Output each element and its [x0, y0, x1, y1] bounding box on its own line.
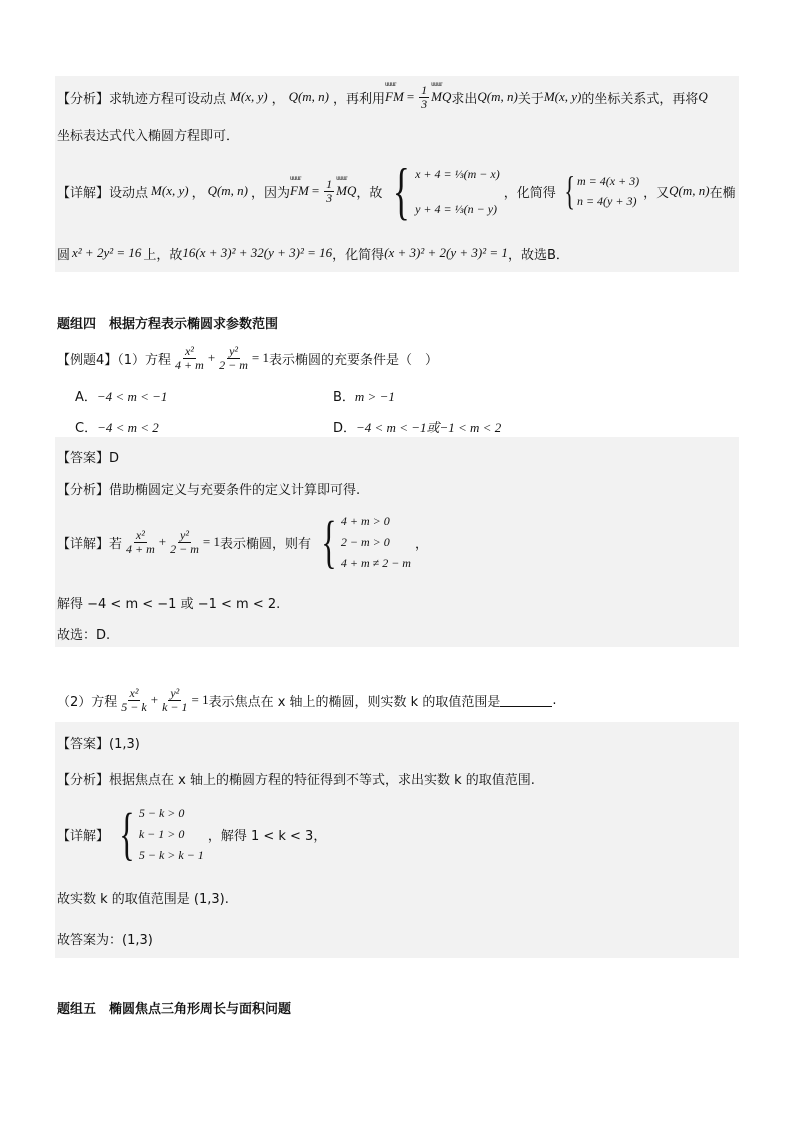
answer-line: 【答案】(1,3)	[57, 737, 140, 752]
text: 【详解】若	[57, 536, 123, 552]
point-m: M(x, y)	[230, 89, 268, 104]
text: 关于	[517, 91, 544, 107]
system-row: 2 − m > 0	[340, 534, 390, 549]
vector-mq: uuur MQ	[431, 89, 451, 105]
fraction: $\frac{\text{y²}}{2 - m}$	[219, 343, 248, 372]
option-b[interactable]: B．m > −1	[333, 389, 395, 405]
option-d[interactable]: D．−4 < m < −1或−1 < m < 2	[333, 420, 502, 436]
fraction: $\frac{\text{x²}}{4 + m}$	[175, 343, 204, 372]
text: ，化简得	[332, 247, 385, 263]
text: 求出	[451, 91, 478, 107]
text: .	[552, 692, 557, 708]
option-a[interactable]: A．−4 < m < −1	[75, 389, 168, 405]
system-row: 5 − k > k − 1	[138, 847, 204, 862]
answer-blank[interactable]	[500, 694, 552, 707]
fraction: $\frac{\text{y²}}{2 - m}$	[170, 527, 199, 556]
text: 表示焦点在 x 轴上的椭圆，则实数 k 的取值范围是	[208, 694, 501, 710]
text: 坐标表达式代入椭圆方程即可．	[57, 128, 240, 144]
text: 【详解】	[57, 828, 110, 844]
analysis-line: 【分析】借助椭圆定义与充要条件的定义计算即可得.	[57, 483, 361, 498]
system-row: m = 4(x + 3)	[576, 174, 640, 188]
vector-mq: uuur MQ	[336, 183, 356, 199]
section-heading-group5: 题组五 椭圆焦点三角形周长与面积问题	[57, 1002, 292, 1017]
system-row: 4 + m ≠ 2 − m	[340, 555, 411, 570]
system-row: k − 1 > 0	[138, 826, 185, 841]
detail-tag: 【详解】	[57, 185, 110, 201]
analysis-line-1: 【分析】 求轨迹方程可设动点 M(x, y) ， Q(m, n) ，再利用 uuur FM = $\frac{1}{3}$ uuur MQ 求出 Q(m, n) 关于 M(x, y) 的坐标关系式，再将 Q	[57, 84, 708, 110]
text: 求轨迹方程可设动点	[109, 91, 227, 107]
equals-one: = 1	[251, 350, 270, 365]
text: 表示椭圆，则有	[219, 536, 311, 552]
text: ，故选B．	[507, 247, 569, 263]
system-row: y + 4 = ⅓(n − y)	[415, 201, 498, 216]
system-row: n = 4(y + 3)	[576, 194, 637, 208]
text: ，解得 1 < k < 3，	[207, 828, 327, 844]
vector-fm: uuur FM	[385, 89, 404, 105]
section-heading-group4: 题组四 根据方程表示椭圆求参数范围	[57, 317, 279, 332]
option-c[interactable]: C．−4 < m < 2	[75, 420, 159, 436]
text: 【例题4】（1）方程	[57, 352, 172, 368]
vector-fm: uuur FM	[290, 183, 309, 199]
point-m: M(x, y)	[543, 89, 582, 104]
point-q: Q(m, n)	[477, 89, 518, 104]
ellipse-equation: x² + 2y² = 16	[72, 245, 142, 260]
text: ，又	[643, 185, 670, 201]
text: ，因为	[251, 185, 291, 201]
text: 圆	[57, 247, 71, 263]
detail-line-2	[57, 242, 569, 264]
fraction: $\frac{1}{3}$	[326, 176, 333, 205]
final-answer-line: 故答案为：(1,3)	[57, 933, 153, 948]
analysis-line-2	[57, 124, 239, 144]
text: ，	[414, 536, 428, 552]
system-row: 4 + m > 0	[340, 514, 390, 529]
text: ，故	[356, 185, 383, 201]
point-q: Q(m, n)	[207, 183, 249, 198]
choose-line: 故选：D.	[57, 628, 111, 643]
question-2: （2）方程 $\frac{\text{x²}}{5 - k}$ + $\frac{\text{y²}}{k - 1}$ = 1 表示焦点在 x 轴上的椭圆，则实数 k 的取值范围是 .	[57, 685, 557, 714]
text: （2）方程	[57, 694, 118, 710]
fraction: $\frac{1}{3}$	[421, 82, 428, 111]
equation-system-2: { m = 4(x + 3) n = 4(y + 3)	[564, 168, 640, 213]
text: 上，故	[143, 247, 183, 263]
answer-line: 【答案】D	[57, 451, 120, 466]
text: 在椭	[709, 185, 736, 201]
text: 的坐标关系式，再将	[581, 91, 699, 107]
point-q: Q(m, n)	[669, 183, 710, 198]
text: 表示椭圆的充要条件是（ ）	[269, 352, 439, 368]
fraction: $\frac{\text{y²}}{k - 1}$	[162, 685, 188, 714]
inequality-system: { 5 − k > 0 k − 1 > 0 5 − k > k − 1	[119, 801, 204, 866]
detail-line-1: 【详解】 设动点 M(x, y) ， Q(m, n) ，因为 uuur FM = $\frac{1}{3}$ uuur MQ ，故 { x + 4 = ⅓(m − x) y + 4 = ⅓(n − y) ，化简得 { m = 4(x + 3) n = 4(y + 3) ，又 Q(m, n) 在椭	[57, 151, 736, 231]
conclusion-line: 故实数 k 的取值范围是 (1,3).	[57, 892, 229, 907]
detail-line	[57, 802, 326, 866]
equals-one: = 1	[191, 692, 209, 707]
system-row: x + 4 = ⅓(m − x)	[415, 166, 500, 181]
equals-one: = 1	[202, 534, 220, 549]
analysis-line: 【分析】根据焦点在 x 轴上的椭圆方程的特征得到不等式，求出实数 k 的取值范围.	[57, 773, 535, 788]
analysis-tag: 【分析】	[57, 91, 110, 107]
point-m: M(x, y)	[151, 183, 189, 198]
equation-system-1: { x + 4 = ⅓(m − x) y + 4 = ⅓(n − y)	[393, 155, 500, 226]
inequality-system: { 4 + m > 0 2 − m > 0 4 + m ≠ 2 − m	[321, 509, 411, 574]
text: ，化简得	[503, 185, 556, 201]
detail-line: 【详解】若 $\frac{\text{x²}}{4 + m}$ + $\frac{\text{y²}}{2 - m}$ = 1 表示椭圆，则有 { 4 + m > 0 2 − m > 0 4 + m ≠ 2 − m ，	[57, 509, 428, 574]
text: ，再利用	[333, 91, 386, 107]
letter-q: Q	[698, 89, 708, 104]
fraction: $\frac{\text{x²}}{4 + m}$	[126, 527, 155, 556]
system-row: 5 − k > 0	[138, 806, 185, 821]
point-q: Q(m, n)	[288, 89, 330, 104]
final-equation: (x + 3)² + 2(y + 3)² = 1	[384, 245, 508, 260]
example-4-question: 【例题4】（1）方程 $\frac{\text{x²}}{4 + m}$ + $\frac{\text{y²}}{2 - m}$ = 1 表示椭圆的充要条件是（ ）	[57, 343, 439, 372]
substituted-equation: 16(x + 3)² + 32(y + 3)² = 16	[182, 245, 333, 260]
solve-line: 解得 −4 < m < −1 或 −1 < m < 2.	[57, 597, 281, 612]
text: 设动点	[109, 185, 149, 201]
fraction: $\frac{\text{x²}}{5 - k}$	[121, 685, 147, 714]
